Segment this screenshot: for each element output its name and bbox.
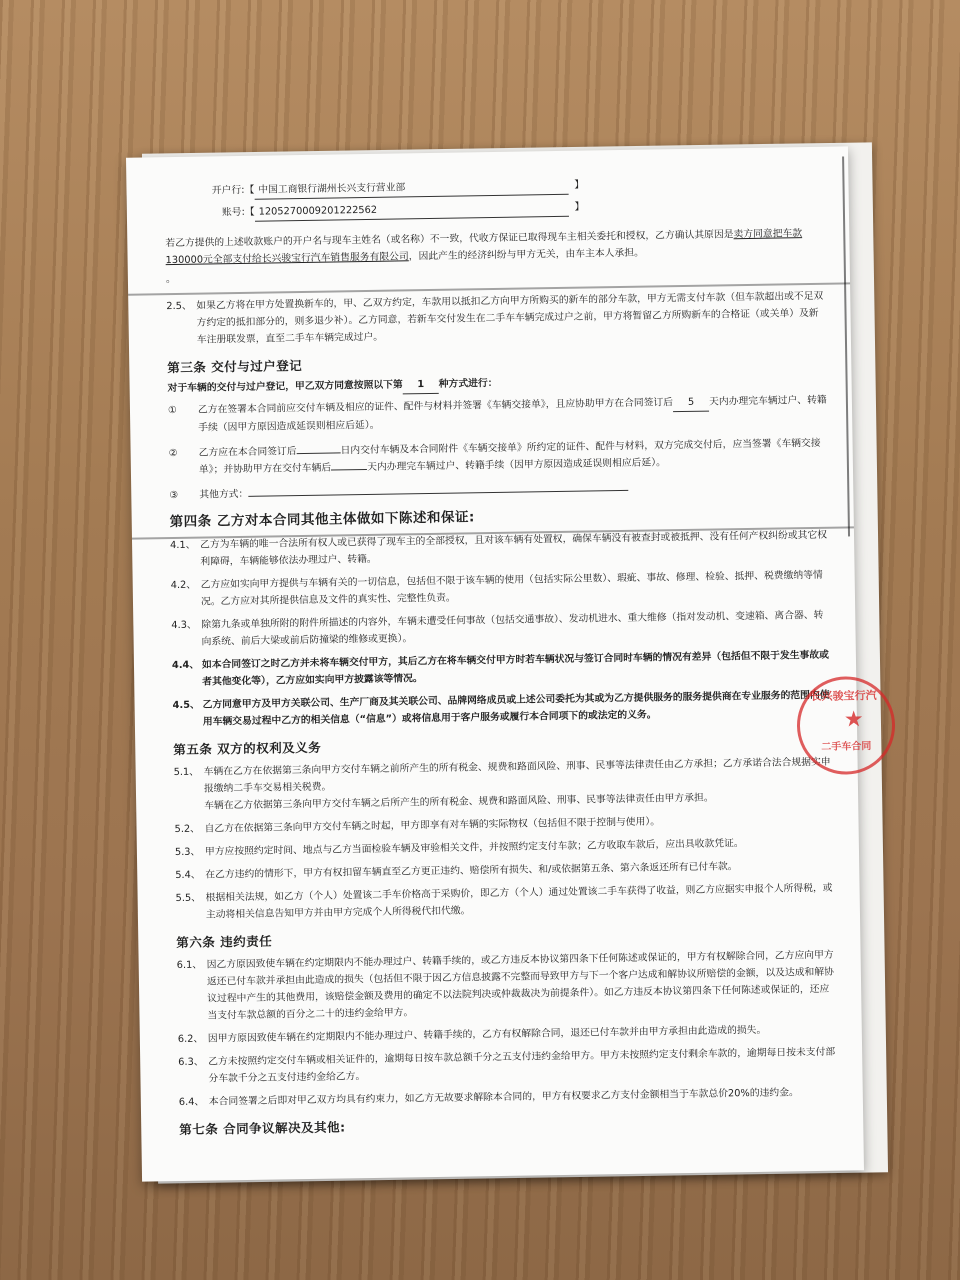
section-6-title: 第六条 违约责任	[176, 933, 273, 951]
seal-text-bottom: 二手车合同	[821, 741, 872, 753]
option-3-blank	[248, 490, 628, 497]
clause-text-body: 除第九条或单独所附的附件所描述的内容外，车辆未遭受任何事故（包括交通事故）、发动机进水、重大维修（指对发动机、变速箱、离合器、转向系统、前后大梁或前后防撞梁的维修或更换）。	[201, 609, 824, 648]
clause-text	[208, 1044, 838, 1088]
section-4-clause	[172, 647, 832, 691]
clause-number: 5.3、	[174, 846, 201, 859]
payee-reason: 卖方同意把车款130000元全部支付给长兴骏宝行汽车销售服务有限公司	[165, 228, 803, 267]
option-number: 1	[403, 376, 439, 395]
option-marker: ①	[167, 404, 177, 417]
option-2-blank	[297, 452, 341, 454]
section-6-clause	[177, 947, 838, 1025]
clause-text-body: 因甲方原因致使车辆在约定期限内不能办理过户、转籍手续的，乙方有权解除合同，退还已付车款并由甲方承担由此造成的损失。	[207, 1024, 767, 1045]
section-4-title: 第四条 乙方对本合同其他主体做如下陈述和保证:	[169, 509, 475, 531]
clause-2-5	[166, 288, 827, 349]
clause-text	[208, 1021, 838, 1048]
option-1	[168, 392, 828, 437]
clause-text	[201, 607, 831, 651]
clause-text-body: 因乙方原因致使车辆在约定期限内不能办理过户、转籍手续的，或乙方违反本协议第四条下任何陈述或保证的，甲方有权解除合同，乙方应向甲方返还已付车款并承担由此造成的损失（包括但不限于因乙方信息披露不完整而导致甲方与下一个客户达成和解协议所赔偿的金额，以及达成和解协议过程中产生的其他费用，该赔偿金额及费用的确定不以法院判决或仲裁裁决为前提条件）。如乙方违反本协议第四条下任何陈述或保证的，还应当支付车款总额的百分之二十的违约金给甲方。	[206, 949, 834, 1022]
bracket-close: 】	[574, 179, 585, 191]
option-3	[169, 477, 829, 504]
clause-number: 6.4、	[178, 1096, 205, 1109]
section-4-clause	[171, 607, 831, 651]
clause-number: 5.2、	[174, 823, 201, 836]
option-2-text-mid: 日内交付车辆及本合同附件《车辆交接单》所约定的证件、配件与材料，双方完成交付后，应当签署《车辆交接单》；并协助甲方在交付车辆后	[198, 437, 821, 476]
seal-star-icon: ★	[843, 707, 864, 733]
bracket-close: 】	[574, 201, 585, 213]
section-4-clause	[172, 687, 832, 731]
option-marker: ②	[168, 447, 178, 460]
option-1-days: 5	[673, 394, 709, 413]
section-5-items	[174, 754, 836, 924]
seal-text-top: 长兴骏宝行汽	[810, 689, 877, 704]
section-6-clause	[179, 1084, 839, 1111]
clause-text-body: 自乙方在依据第三条向甲方交付车辆之时起，甲方即享有对车辆的实际物权（包括但不限于控制与使用）。	[204, 816, 661, 835]
clause-number: 2.5、	[166, 300, 192, 313]
option-2-blank	[331, 469, 367, 471]
payee-note-text: 若乙方提供的上述收款账户的开户名与现车主姓名（或名称）不一致，代收方保证已取得现车主相关委托和授权，乙方确认其原因是	[165, 229, 734, 250]
account-number: 1205270009201222562	[255, 199, 569, 222]
bracket-open: 【	[244, 184, 255, 196]
option-2-text-end: 天内办理完车辆过户、转籍手续（因甲方原因造成延误则相应后延）。	[367, 457, 667, 473]
clause-text-extra: 车辆在乙方依据第三条向甲方交付车辆之后所产生的所有税金、规费和路面风险、刑事、民事等法律责任由甲方承担。	[204, 792, 714, 812]
clause-number: 6.3、	[178, 1056, 204, 1069]
payee-note-tail: 。	[165, 273, 176, 286]
clause-text-body: 乙方未按照约定交付车辆或相关证件的，逾期每日按车款总额千分之五支付违约金给甲方。甲方未按照约定支付剩余车款的，逾期每日按未支付部分车款千分之五支付违约金给乙方。	[208, 1046, 836, 1085]
section-5-clause	[174, 754, 835, 815]
option-3-label: 其他方式：	[199, 488, 249, 501]
clause-text-body: 在乙方违约的情形下，甲方有权扣留车辆直至乙方更正违约、赔偿所有损失、和/或依据第五条、第六条返还所有已付车款。	[205, 861, 738, 881]
section-5-clause	[174, 811, 834, 838]
section-7-title: 第七条 合同争议解决及其他:	[179, 1119, 346, 1138]
clause-text	[204, 754, 835, 815]
clause-text-body: 乙方同意甲方及甲方关联公司、生产厂商及其关联公司、品牌网络成员或上述公司委托为其或为乙方提供服务的服务提供商在专业服务的范围内使用车辆交易过程中乙方的相关信息（“信息”）或将信息用于客户服务或履行本合同项下的或法定的义务。	[202, 689, 830, 728]
clause-number: 6.2、	[177, 1033, 204, 1046]
section-5-clause	[175, 834, 835, 861]
clause-text	[209, 1084, 839, 1111]
option-marker: ③	[169, 489, 179, 502]
lead-text: 对于车辆的交付与过户登记，甲乙双方同意按照以下第	[167, 379, 403, 395]
section-5-clause	[175, 857, 835, 884]
contract-page	[126, 146, 877, 1181]
clause-number: 4.2、	[170, 579, 197, 592]
section-6-items	[177, 947, 839, 1111]
page-edge	[842, 156, 850, 536]
section-3-title: 第三条 交付与过户登记	[167, 357, 303, 376]
clause-text	[205, 857, 835, 884]
clause-text	[204, 811, 834, 838]
section-6-clause	[178, 1021, 838, 1048]
contract-content	[164, 173, 839, 1142]
clause-number: 4.4、	[171, 659, 200, 672]
clause-text: 如果乙方将在甲方处置换新车的，甲、乙双方约定，车款用以抵扣乙方向甲方所购买的新车的部分车款，甲方无需支付车款（但车款超出或不足双方约定的抵扣部分的，则多退少补）。乙方同意，若新车交付发生在二手车车辆完成过户之前，甲方将暂留乙方所购新车的合格证（或关单）及新车注册联发票，直至二手车车辆完成过户。	[196, 290, 824, 346]
section-4-clause	[170, 527, 830, 571]
lead-text-end: 种方式进行：	[438, 377, 498, 390]
bank-label: 开户行:	[211, 184, 245, 197]
clause-text-body: 乙方为车辆的唯一合法所有权人或已获得了现车主的全部授权，且对该车辆有处置权，确保车辆没有被查封或被抵押、没有任何产权纠纷或其它权利障碍，车辆能够依法办理过户、转籍。	[200, 529, 828, 568]
section-6-clause	[178, 1044, 838, 1088]
option-2	[169, 435, 829, 479]
clause-text-body: 甲方应按照约定时间、地点与乙方当面检验车辆及审验相关文件，并按照约定支付车款；乙方收取车款后，应出具收款凭证。	[204, 838, 744, 858]
clause-number: 5.4、	[175, 869, 201, 882]
section-5-clause	[176, 880, 836, 924]
bank-name: 中国工商银行湖州长兴支行营业部	[254, 177, 568, 200]
clause-text	[207, 947, 838, 1025]
clause-number: 4.5、	[172, 699, 200, 712]
option-2-text: 乙方应在本合同签订后	[198, 446, 297, 459]
clause-number: 4.1、	[170, 539, 196, 552]
clause-number: 5.5、	[175, 892, 202, 905]
section-4-items	[170, 527, 833, 731]
option-1-text: 乙方在签署本合同前应交付车辆及相应的证件、配件与材料并签署《车辆交接单》，且应协助甲方在合同签订后	[197, 397, 674, 416]
clause-text-body: 本合同签署之后即对甲乙双方均具有约束力，如乙方无故要求解除本合同的，甲方有权要求乙方支付金额相当于车款总价20%的违约金。	[208, 1087, 799, 1108]
clause-text-body: 根据相关法规，如乙方（个人）处置该二手车价格高于采购价，即乙方（个人）通过处置该二手车获得了收益，则乙方应据实申报个人所得税，或主动将相关信息告知甲方并由甲方完成个人所得税代扣代缴。	[205, 882, 833, 921]
clause-text	[205, 834, 835, 861]
section-4-clause	[171, 567, 831, 611]
clause-number: 6.1、	[176, 959, 203, 972]
clause-text-body: 如本合同签订之时乙方并未将车辆交付甲方，其后乙方在将车辆交付甲方时若车辆状况与签订合同时车辆的情况有差异（包括但不限于发生事故或者其他变化等），乙方应如实向甲方披露该等情况。	[201, 649, 829, 688]
clause-text	[202, 687, 832, 731]
option-1-text-end: 天内办理完车辆过户、转籍手续（因甲方原因造成延误则相应后延）。	[198, 394, 827, 434]
payee-note-end: ，因此产生的经济纠纷与甲方无关，由车主本人承担。	[408, 247, 644, 263]
account-label: 账号:	[221, 206, 245, 219]
clause-text-body: 车辆在乙方在依据第三条向甲方交付车辆之前所产生的所有税金、规费和路面风险、刑事、民事等法律责任由乙方承担；乙方承诺合法合规据实申报缴纳二手车交易相关税费。	[203, 756, 831, 795]
section-5-title: 第五条 双方的权利及义务	[173, 739, 322, 758]
clause-text	[200, 527, 830, 571]
clause-text	[206, 880, 836, 924]
clause-text	[201, 567, 831, 611]
clause-number: 4.3、	[171, 619, 197, 632]
clause-text	[202, 647, 832, 691]
clause-text-body: 乙方应如实向甲方提供与车辆有关的一切信息，包括但不限于该车辆的使用（包括实际公里数）、瑕疵、事故、修理、检验、抵押、税费缴纳等情况。乙方应对其所提供信息及文件的真实性、完整性负责。	[200, 569, 823, 608]
clause-number: 5.1、	[173, 766, 200, 779]
bracket-open: 【	[244, 206, 255, 218]
